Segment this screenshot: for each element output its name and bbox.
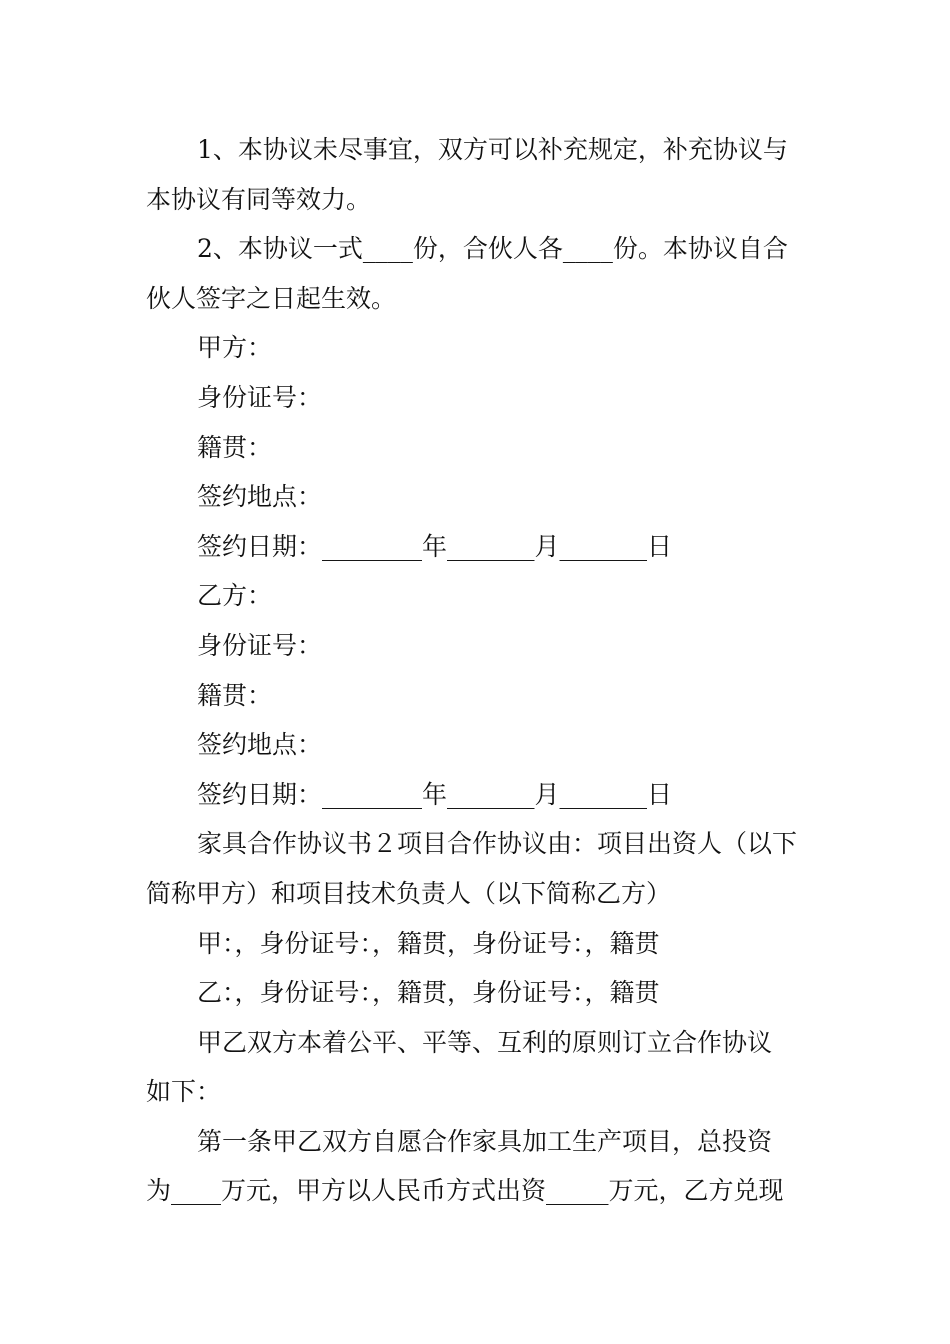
article-1-line-2: 为____万元，甲方以人民币方式出资_____万元，乙方兑现: [146, 1176, 784, 1206]
party-b-signing-date: 签约日期：________年_______月_______日: [197, 779, 673, 809]
party-a-native-place: 籍贯：: [197, 432, 273, 462]
party-b-signing-place: 签约地点：: [197, 730, 323, 760]
principle-line-2: 如下：: [146, 1077, 222, 1107]
party-a-id-number: 身份证号：: [197, 382, 323, 412]
clause-2-line-1: 2、本协议一式____份，合伙人各____份。本协议自合: [197, 234, 788, 264]
clause-2-line-2: 伙人签字之日起生效。: [146, 283, 397, 313]
clause-1-line-2: 本协议有同等效力。: [146, 184, 372, 214]
principle-line-1: 甲乙双方本着公平、平等、互利的原则订立合作协议: [197, 1027, 773, 1057]
agreement-2-intro-line-1: 家具合作协议书２项目合作协议由：项目出资人（以下: [197, 829, 798, 859]
party-a-label: 甲方：: [197, 333, 273, 363]
party-b-id-number: 身份证号：: [197, 630, 323, 660]
document-body: [146, 125, 808, 1216]
party-a-details: 甲：，身份证号：，籍贯，身份证号：，籍贯: [197, 928, 660, 958]
agreement-2-intro-line-2: 简称甲方）和项目技术负责人（以下简称乙方）: [146, 878, 672, 908]
article-1-line-1: 第一条甲乙双方自愿合作家具加工生产项目，总投资: [197, 1126, 773, 1156]
party-b-label: 乙方：: [197, 581, 273, 611]
party-a-signing-date: 签约日期：________年_______月_______日: [197, 531, 673, 561]
clause-1-line-1: 1、本协议未尽事宜，双方可以补充规定，补充协议与: [197, 135, 788, 164]
party-b-details: 乙：，身份证号：，籍贯，身份证号：，籍贯: [197, 978, 660, 1008]
party-b-native-place: 籍贯：: [197, 680, 273, 710]
party-a-signing-place: 签约地点：: [197, 482, 323, 512]
